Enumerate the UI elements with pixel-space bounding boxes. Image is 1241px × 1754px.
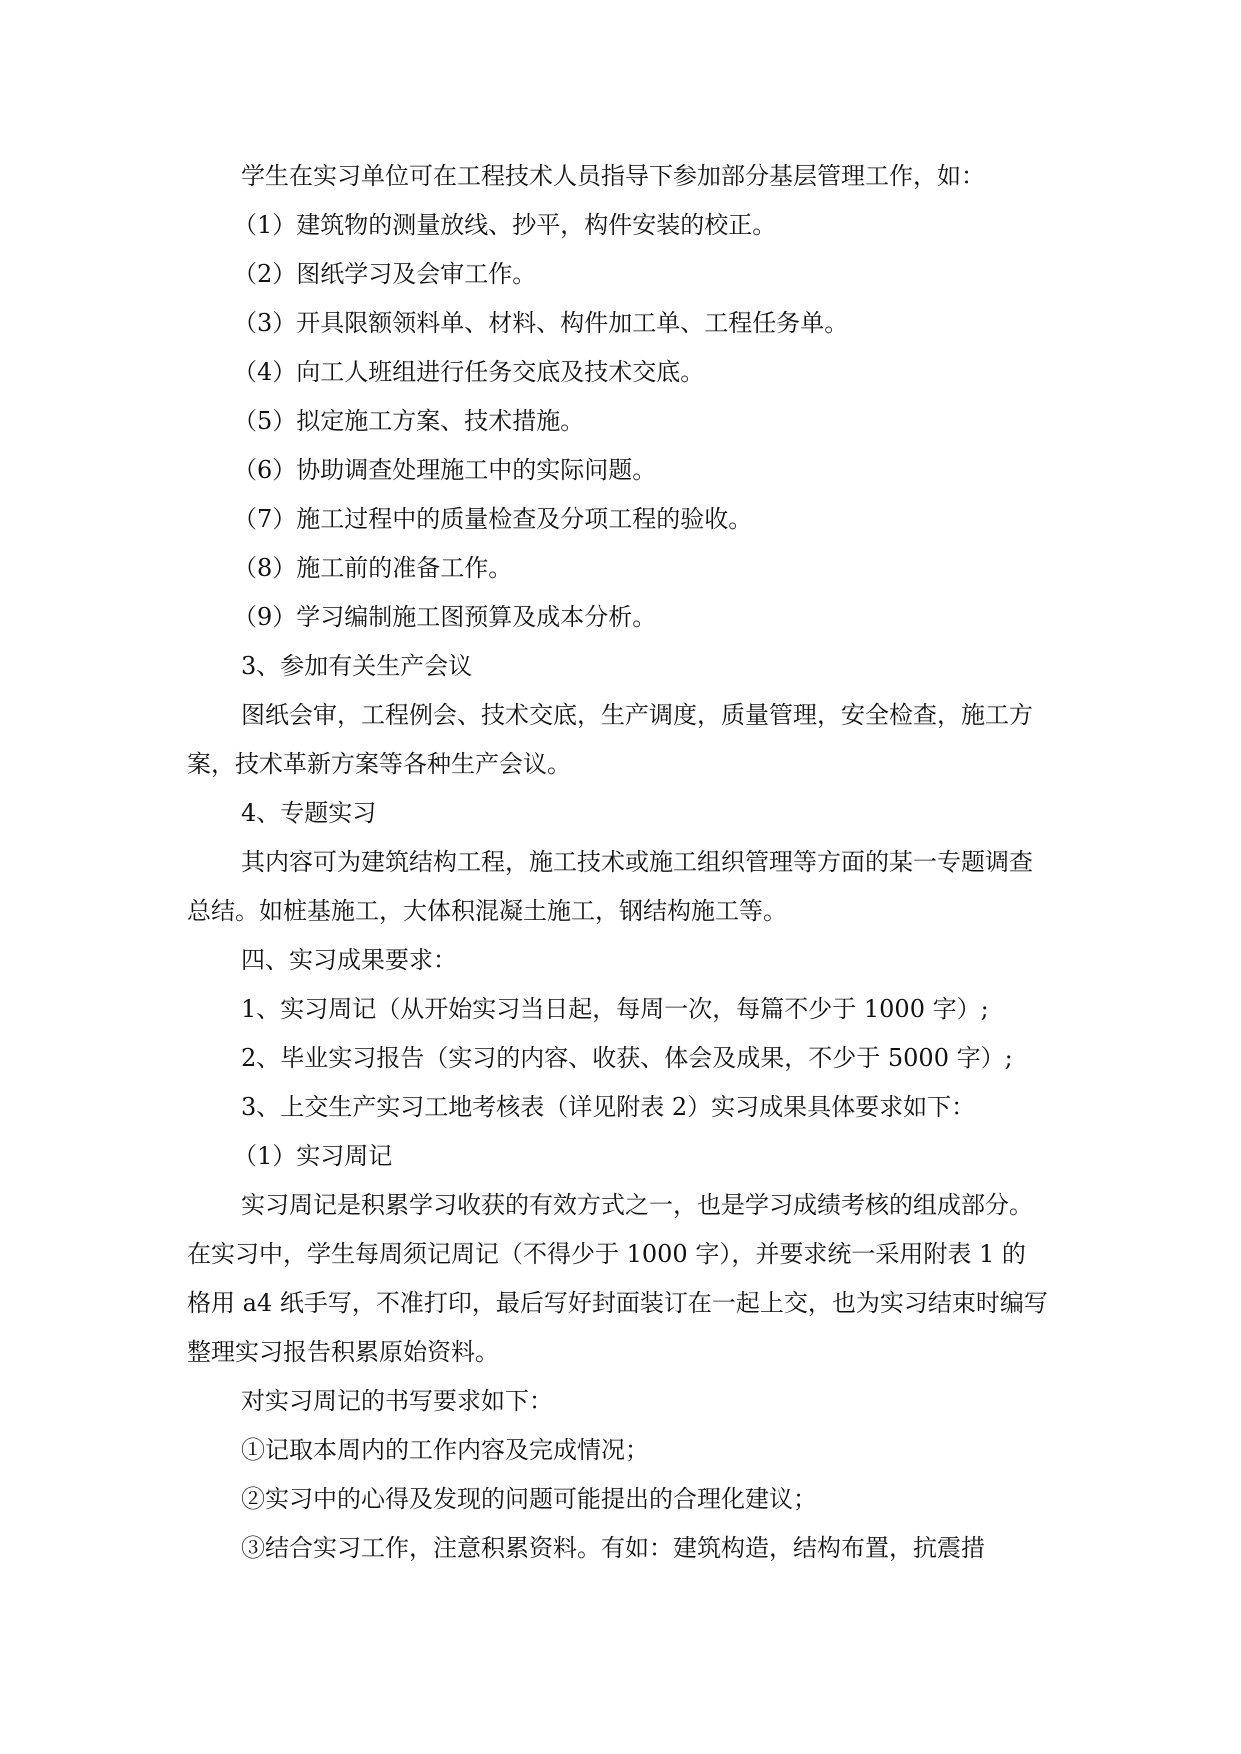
section-heading-results: 四、实习成果要求： [241, 946, 457, 974]
list-item-1: （1）建筑物的测量放线、抄平，构件安装的校正。 [233, 211, 777, 239]
journal-requirement-1: ①记取本周内的工作内容及完成情况； [241, 1436, 649, 1464]
section-heading-topic: 4、专题实习 [241, 799, 377, 827]
section-heading-meetings: 3、参加有关生产会议 [241, 652, 473, 680]
list-item-4: （4）向工人班组进行任务交底及技术交底。 [233, 358, 705, 386]
document-body [187, 152, 1049, 1573]
list-item-3: （3）开具限额领料单、材料、构件加工单、工程任务单。 [233, 309, 849, 337]
paragraph-intro: 学生在实习单位可在工程技术人员指导下参加部分基层管理工作，如： [241, 162, 985, 190]
requirement-1: 1、实习周记（从开始实习当日起，每周一次，每篇不少于 1000 字）; [241, 995, 989, 1023]
journal-requirement-2: ②实习中的心得及发现的问题可能提出的合理化建议； [241, 1485, 817, 1513]
list-item-9: （9）学习编制施工图预算及成本分析。 [233, 603, 657, 631]
requirement-2: 2、毕业实习报告（实习的内容、收获、体会及成果，不少于 5000 字）; [241, 1044, 1013, 1072]
paragraph-weekly-journal: 实习周记是积累学习收获的有效方式之一，也是学习成绩考核的组成部分。在实习中，学生每周须记周记（不得少于 1000 字），并要求统一采用附表 1 的格用 a4 纸手写，不准打印，最后写好封面装订在一起上交，也为实习结束时编写整理实习报告积累原始资料。 [187, 1191, 1048, 1366]
subheading-weekly-journal: （1）实习周记 [233, 1142, 393, 1170]
list-item-2: （2）图纸学习及会审工作。 [233, 260, 537, 288]
journal-requirement-3: ③结合实习工作，注意积累资料。有如：建筑构造，结构布置，抗震措 [241, 1534, 985, 1562]
paragraph-journal-requirements: 对实习周记的书写要求如下： [241, 1387, 553, 1415]
requirement-3: 3、上交生产实习工地考核表（详见附表 2）实习成果具体要求如下： [241, 1093, 976, 1121]
paragraph-topic: 其内容可为建筑结构工程，施工技术或施工组织管理等方面的某一专题调查总结。如桩基施工，大体积混凝土施工，钢结构施工等。 [187, 848, 1033, 925]
list-item-5: （5）拟定施工方案、技术措施。 [233, 407, 585, 435]
list-item-8: （8）施工前的准备工作。 [233, 554, 513, 582]
list-item-6: （6）协助调查处理施工中的实际问题。 [233, 456, 657, 484]
list-item-7: （7）施工过程中的质量检查及分项工程的验收。 [233, 505, 753, 533]
paragraph-meetings: 图纸会审，工程例会、技术交底，生产调度，质量管理，安全检查，施工方案，技术革新方案等各种生产会议。 [187, 701, 1033, 778]
